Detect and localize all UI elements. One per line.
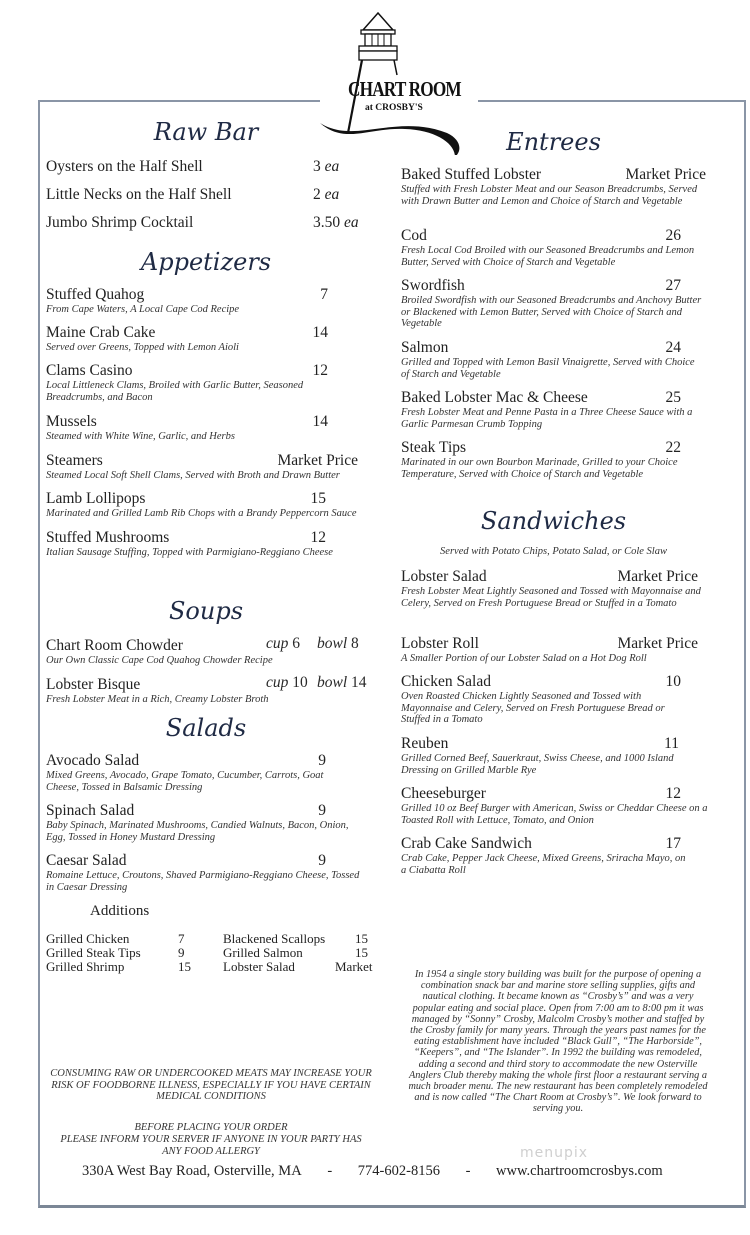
item-name: Spinach Salad [46, 802, 135, 819]
sandwiches-subtitle: Served with Potato Chips, Potato Salad, or Cole Slaw [440, 546, 667, 557]
menu-item [46, 674, 366, 706]
footer-separator: - [327, 1163, 333, 1179]
item-description: Baby Spinach, Marinated Mushrooms, Candied Walnuts, Bacon, Onion, Egg, Tossed in Honey Mustard Dressing [46, 820, 349, 843]
raw-bar-item: Jumbo Shrimp Cocktail 3.50 ea [46, 214, 359, 231]
menu-item [46, 529, 333, 559]
item-name: Baked Stuffed Lobster [401, 166, 542, 183]
footer-website[interactable]: www.chartroomcrosbys.com [496, 1163, 663, 1179]
item-description: Marinated and Grilled Lamb Rib Chops with a Brandy Peppercorn Sauce [46, 508, 357, 519]
item-name: Lobster Roll [401, 635, 479, 652]
item-price-cup: cup 10 [266, 674, 308, 691]
item-name: Steamers [46, 452, 103, 469]
frame-top-rule-left [38, 100, 320, 102]
item-name: Lobster Salad [401, 568, 487, 585]
item-name: Oysters on the Half Shell [46, 158, 203, 175]
section-title-entrees: Entrees [506, 128, 601, 156]
item-price: 7 [320, 286, 328, 303]
menu-item [46, 852, 360, 893]
item-name: Jumbo Shrimp Cocktail [46, 214, 194, 231]
item-description: Mixed Greens, Avocado, Grape Tomato, Cucumber, Carrots, Goat Cheese, Tossed in Balsamic Dressing [46, 770, 324, 793]
item-price: 22 [665, 439, 681, 456]
addition-item: Grilled Chicken [46, 931, 130, 946]
addition-item: Lobster Salad [223, 959, 295, 974]
item-price: 26 [665, 227, 681, 244]
menu-item [46, 752, 326, 793]
menu-item [401, 227, 695, 268]
addition-price: 15 [355, 945, 368, 960]
menu-item [401, 635, 698, 665]
item-price: 17 [665, 835, 681, 852]
additions-title: Additions [90, 903, 150, 919]
menu-item [401, 568, 701, 609]
footer [82, 1163, 685, 1180]
item-price: Market Price [277, 452, 358, 469]
item-name: Steak Tips [401, 439, 467, 456]
addition-price: 7 [178, 931, 185, 946]
menu-item [46, 413, 328, 443]
menu-item [401, 339, 695, 380]
item-description: Broiled Swordfish with our Seasoned Breadcrumbs and Anchovy Butter or Blackened with Lemon Butter, Served with Choice of Starch and Vegetable [401, 295, 702, 329]
item-name: Mussels [46, 413, 97, 430]
section-title-soups: Soups [168, 597, 244, 625]
menu-item [401, 389, 693, 430]
item-price: 24 [665, 339, 681, 356]
item-price: 10 [665, 673, 681, 690]
allergy-notice-heading: BEFORE PLACING YOUR ORDER [134, 1122, 288, 1133]
item-name: Stuffed Quahog [46, 286, 145, 303]
restaurant-history: In 1954 a single story building was built for the purpose of opening a combination snack bar and marine store selling supplies, gifts and nautical clothing. It became known as “Crosby’s” and was a very popular eating and social place. Open from 7:00 am to 8:00 pm it was managed by “Sonny” Crosby, Malcolm Crosby’s mother and staffed by the Crosby family for many years. Through the years past names for the eating establishment have included “Black Gull”, “The Harborside”, “Keepers”, and “The Islander”. In 1992 the building was remodeled, adding a second and third story to accommodate the new Osterville Anglers Club thereby making the whole first floor a restaurant serving a much broader menu. The new restaurant has been completely remodeled and is now called “The Chart Room at Crosby’s”. We look forward to serving you. [408, 969, 708, 1115]
addition-price: 15 [178, 959, 191, 974]
item-description: Grilled Corned Beef, Sauerkraut, Swiss Cheese, and 1000 Island Dressing on Grilled Marble Rye [401, 753, 674, 776]
item-name: Avocado Salad [46, 752, 140, 769]
menu-item [46, 635, 366, 667]
item-description: Grilled and Topped with Lemon Basil Vinaigrette, Served with Choice of Starch and Vegetable [401, 357, 695, 380]
item-name: Reuben [401, 735, 449, 752]
item-name: Lobster Bisque [46, 676, 141, 693]
brand-subtitle: at CROSBY'S [365, 103, 423, 113]
brand-title: CHART ROOM [348, 77, 461, 101]
item-description: Our Own Classic Cape Cod Quahog Chowder Recipe [46, 655, 273, 666]
item-price: 9 [318, 852, 326, 869]
item-price: Market Price [617, 568, 698, 585]
item-price: 3.50 [313, 214, 341, 231]
allergy-notice: PLEASE INFORM YOUR SERVER IF ANYONE IN YOUR PARTY HAS ANY FOOD ALLERGY [60, 1134, 362, 1157]
item-description: Romaine Lettuce, Croutons, Shaved Parmigiano-Reggiano Cheese, Tossed in Caesar Dressing [46, 870, 360, 893]
item-description: Marinated in our own Bourbon Marinade, Grilled to your Choice Temperature, Served with Choice of Starch and Vegetable [401, 457, 678, 480]
menu-item [46, 286, 328, 316]
section-title-salads: Salads [165, 714, 247, 742]
raw-bar-item: Oysters on the Half Shell 3 ea [46, 158, 340, 175]
menu-item [401, 166, 706, 207]
item-price: 12 [312, 362, 328, 379]
item-name: Clams Casino [46, 362, 133, 379]
item-description: A Smaller Portion of our Lobster Salad on a Hot Dog Roll [401, 653, 647, 664]
menu-item [401, 673, 681, 726]
addition-price: 9 [178, 945, 185, 960]
menu-item [401, 835, 686, 876]
menu-item [46, 802, 349, 843]
item-description: Steamed Local Soft Shell Clams, Served with Broth and Drawn Butter [46, 470, 340, 481]
addition-item: Grilled Shrimp [46, 959, 125, 974]
item-price-cup: cup 6 [266, 635, 301, 652]
item-description: Local Littleneck Clams, Broiled with Garlic Butter, Seasoned Breadcrumbs, and Bacon [46, 380, 304, 403]
menu-item [46, 490, 357, 520]
item-name: Cod [401, 227, 427, 244]
item-description: Served over Greens, Topped with Lemon Aioli [46, 342, 239, 353]
section-title-appetizers: Appetizers [140, 248, 272, 276]
item-description: Fresh Local Cod Broiled with our Seasoned Breadcrumbs and Lemon Butter, Served with Choice of Starch and Vegetable [401, 245, 695, 268]
addition-item: Blackened Scallops [223, 931, 326, 946]
addition-price: 15 [355, 931, 368, 946]
item-price: 11 [664, 735, 679, 752]
addition-item: Grilled Salmon [223, 945, 303, 960]
item-price: 9 [318, 802, 326, 819]
item-price-bowl: bowl 8 [317, 635, 359, 652]
item-description: Fresh Lobster Meat and Penne Pasta in a Three Cheese Sauce with a Garlic Parmesan Crumb Topping [401, 407, 693, 430]
item-price: 15 [310, 490, 326, 507]
item-price: 14 [312, 413, 328, 430]
footer-address: 330A West Bay Road, Osterville, MA [82, 1163, 302, 1179]
item-description: Crab Cake, Pepper Jack Cheese, Mixed Greens, Sriracha Mayo, on a Ciabatta Roll [401, 853, 686, 876]
footer-separator: - [465, 1163, 471, 1179]
item-name: Lamb Lollipops [46, 490, 146, 507]
item-price: 3 [313, 158, 321, 175]
item-description: Oven Roasted Chicken Lightly Seasoned and Tossed with Mayonnaise and Celery, Served on Fresh Portuguese Bread or Stuffed in a Tomato [401, 691, 665, 725]
addition-price: Market [335, 959, 373, 974]
item-price: Market Price [625, 166, 706, 183]
item-name: Chart Room Chowder [46, 637, 183, 654]
item-name: Cheeseburger [401, 785, 486, 802]
item-name: Maine Crab Cake [46, 324, 156, 341]
item-name: Baked Lobster Mac & Cheese [401, 389, 588, 406]
footer-phone: 774-602-8156 [357, 1163, 440, 1179]
item-description: Steamed with White Wine, Garlic, and Herbs [46, 431, 235, 442]
item-description: Italian Sausage Stuffing, Topped with Parmigiano-Reggiano Cheese [46, 547, 333, 558]
item-price: 14 [312, 324, 328, 341]
item-price: Market Price [617, 635, 698, 652]
item-name: Swordfish [401, 277, 465, 294]
item-name: Salmon [401, 339, 449, 356]
item-description: Grilled 10 oz Beef Burger with American, Swiss or Cheddar Cheese on a Toasted Roll with Lettuce, Tomato, and Onion [401, 803, 708, 826]
menu-item [401, 735, 679, 776]
section-title-raw-bar: Raw Bar [153, 118, 259, 146]
item-price: 27 [665, 277, 681, 294]
item-price-bowl: bowl 14 [317, 674, 367, 691]
item-price: 25 [665, 389, 681, 406]
frame-top-rule-right [478, 100, 744, 102]
addition-item: Grilled Steak Tips [46, 945, 141, 960]
menu-item [46, 324, 328, 354]
item-price: 9 [318, 752, 326, 769]
item-name: Crab Cake Sandwich [401, 835, 532, 852]
item-description: Stuffed with Fresh Lobster Meat and our Season Breadcrumbs, Served with Drawn Butter and Lemon and Choice of Starch and Vegetable [401, 184, 698, 207]
item-name: Little Necks on the Half Shell [46, 186, 232, 203]
item-description: Fresh Lobster Meat in a Rich, Creamy Lobster Broth [46, 694, 269, 705]
item-name: Caesar Salad [46, 852, 127, 869]
item-price: 2 [313, 186, 321, 203]
menu-item [46, 362, 328, 403]
menu-item [401, 277, 702, 330]
section-title-sandwiches: Sandwiches [480, 507, 627, 535]
item-name: Stuffed Mushrooms [46, 529, 170, 546]
item-description: Fresh Lobster Meat Lightly Seasoned and Tossed with Mayonnaise and Celery, Served on Fresh Portuguese Bread or Stuffed in a Tomato [401, 586, 701, 609]
item-price: 12 [665, 785, 681, 802]
watermark: menupix [520, 1145, 589, 1161]
item-price: 12 [310, 529, 326, 546]
raw-food-warning: CONSUMING RAW OR UNDERCOOKED MEATS MAY INCREASE YOUR RISK OF FOODBORNE ILLNESS, ESPECIALLY IF YOU HAVE CERTAIN MEDICAL CONDITIONS [50, 1068, 372, 1102]
item-name: Chicken Salad [401, 673, 491, 690]
menu-item [46, 452, 358, 482]
item-description: From Cape Waters, A Local Cape Cod Recipe [46, 304, 240, 315]
menu-item [401, 439, 681, 480]
menu-item [401, 785, 708, 826]
raw-bar-item: Little Necks on the Half Shell 2 ea [46, 186, 340, 203]
